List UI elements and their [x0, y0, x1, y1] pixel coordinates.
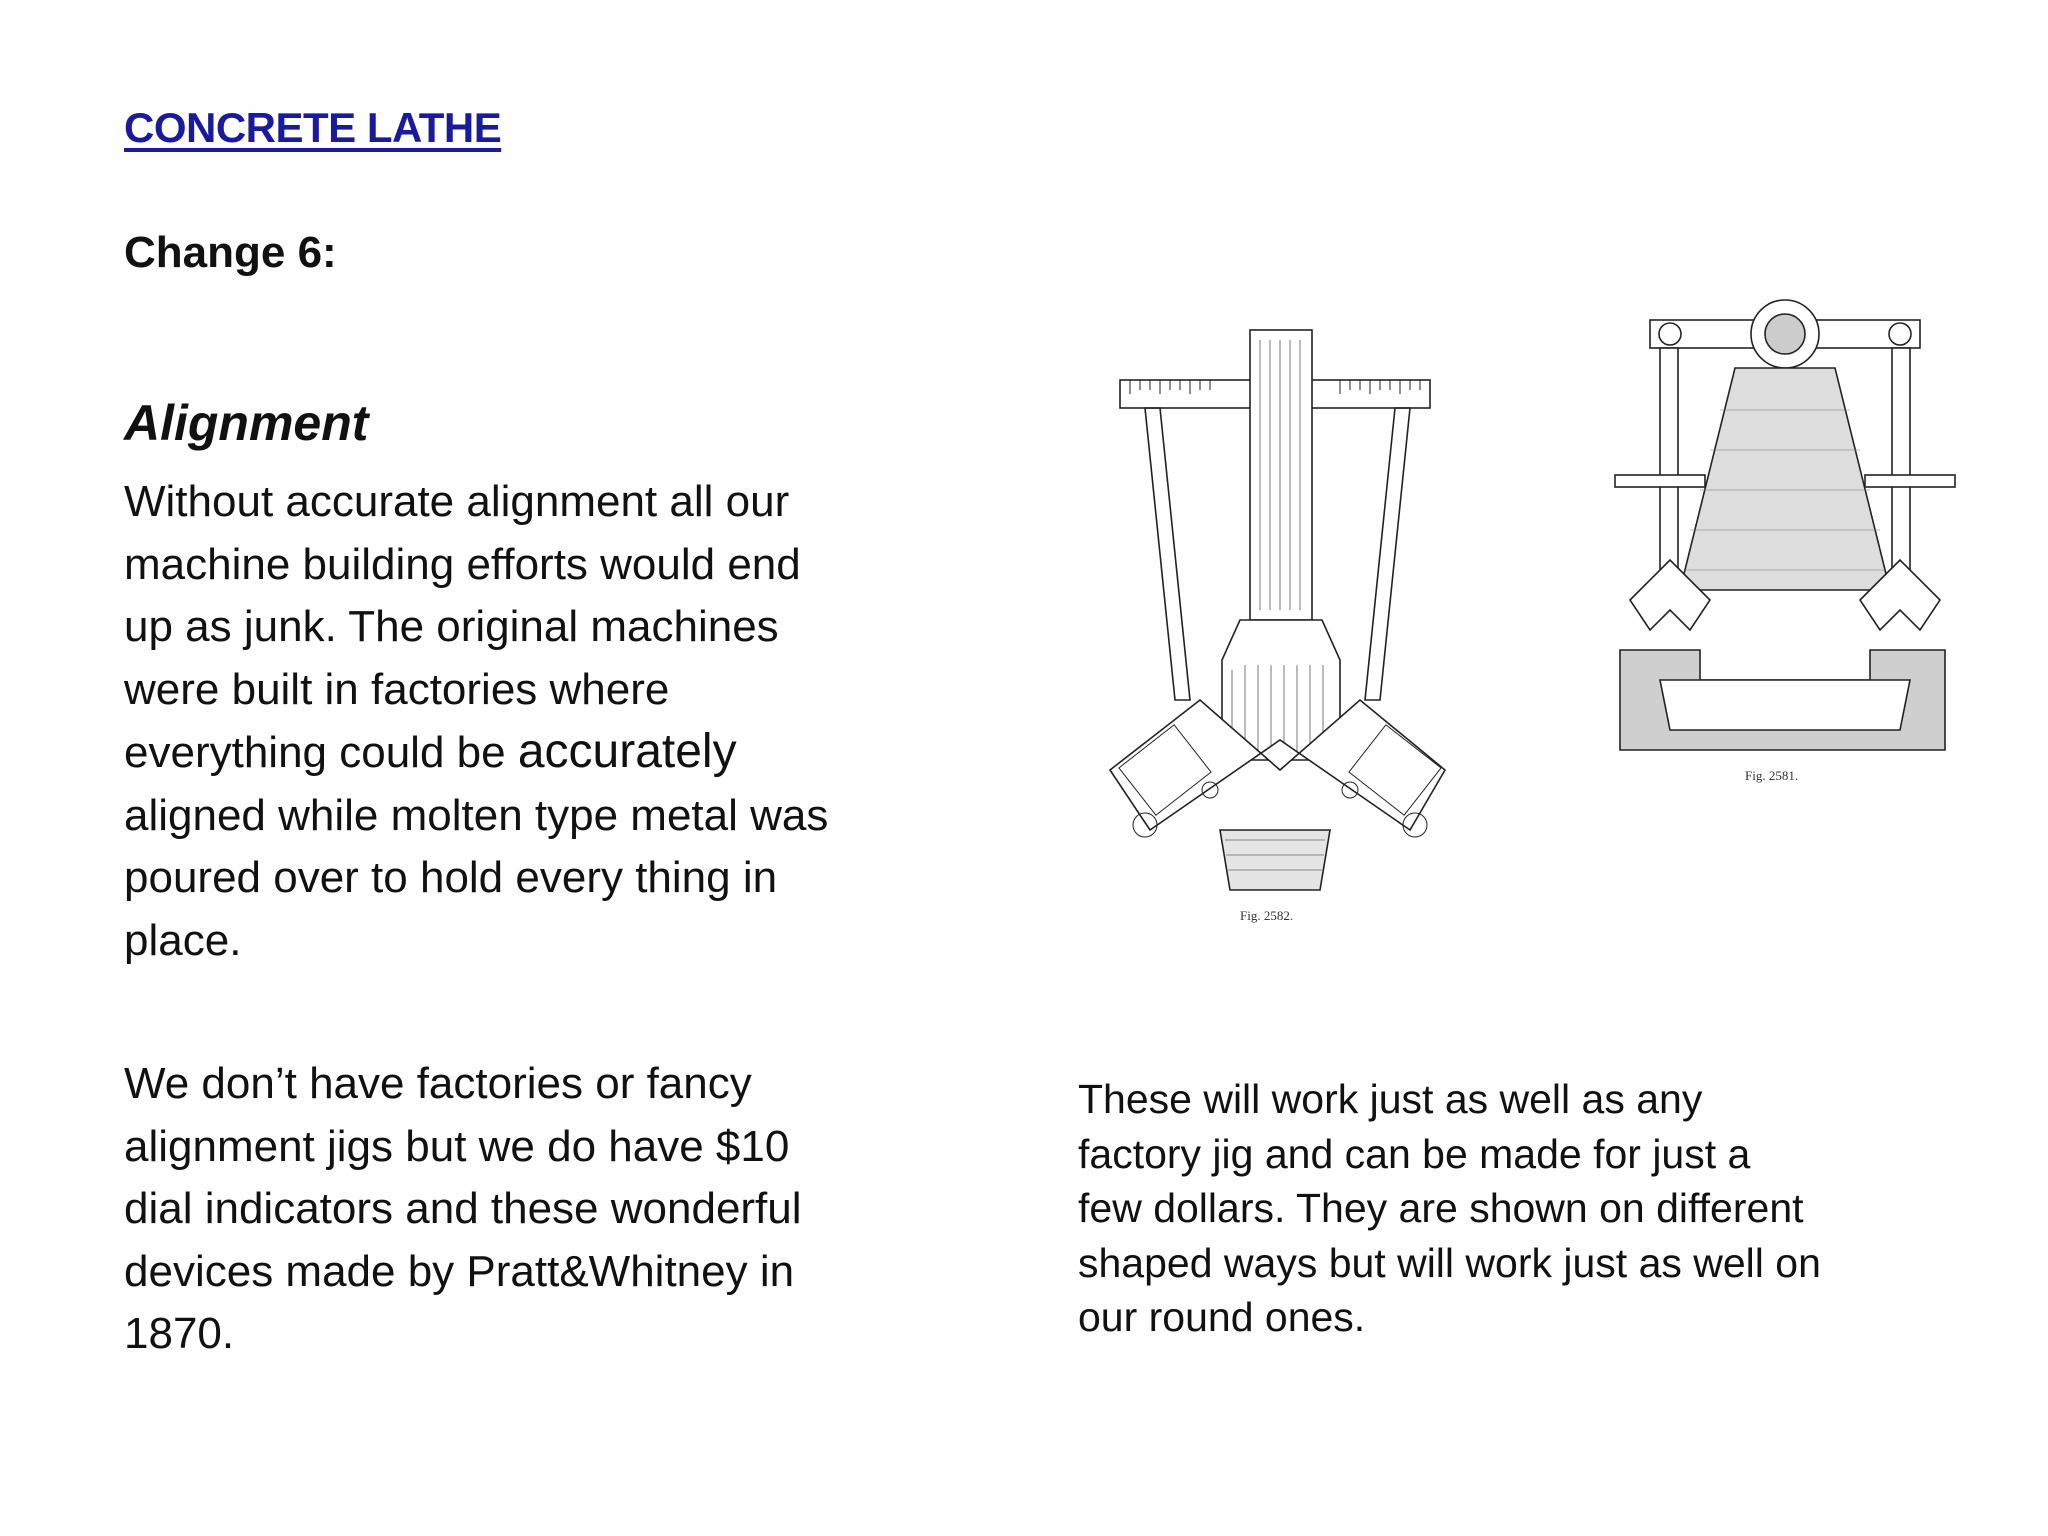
figure-2582-caption: Fig. 2582.: [1240, 908, 1294, 923]
change-label: Change 6:: [124, 228, 337, 277]
paragraph-line: We don’t have factories or fancy: [124, 1059, 752, 1108]
figure-2581-illustration: [1600, 270, 1960, 800]
paragraph-line: alignment jigs but we do have $10: [124, 1121, 790, 1171]
caption-paragraph: [1078, 1072, 1938, 1345]
paragraph-line: dial indicators and these wonderful: [124, 1184, 802, 1233]
paragraph-text: everything could be: [124, 728, 518, 777]
paragraph-emphasis: accurately: [517, 725, 737, 778]
paragraph-line: machine building efforts would end: [124, 539, 801, 589]
caption-line: factory jig and can be made for just a: [1078, 1130, 1751, 1177]
caption-line: shaped ways but will work just as well on: [1078, 1239, 1821, 1286]
caption-line: our round ones.: [1078, 1294, 1366, 1340]
document-title[interactable]: CONCRETE LATHE: [124, 104, 502, 151]
paragraph-alignment: [124, 471, 924, 972]
paragraph-line: devices made by Pratt&Whitney in: [124, 1246, 795, 1296]
section-heading: Alignment: [124, 395, 369, 451]
paragraph-line: 1870.: [124, 1309, 235, 1358]
paragraph-line: Without accurate alignment all our: [124, 477, 790, 526]
figure-2582-illustration: [1090, 270, 1450, 930]
paragraph-line: were built in factories where: [124, 664, 670, 714]
paragraph-line: aligned while molten type metal was: [124, 790, 829, 840]
paragraph-line: poured over to hold every thing in: [124, 853, 778, 902]
paragraph-line: [124, 721, 924, 785]
paragraph-line: up as junk. The original machines: [124, 602, 779, 651]
figure-2581-caption: Fig. 2581.: [1745, 768, 1799, 783]
paragraph-factories: [124, 1053, 924, 1366]
caption-line: These will work just as well as any: [1078, 1076, 1703, 1122]
caption-line: few dollars. They are shown on different: [1078, 1185, 1804, 1231]
paragraph-line: place.: [124, 915, 242, 965]
